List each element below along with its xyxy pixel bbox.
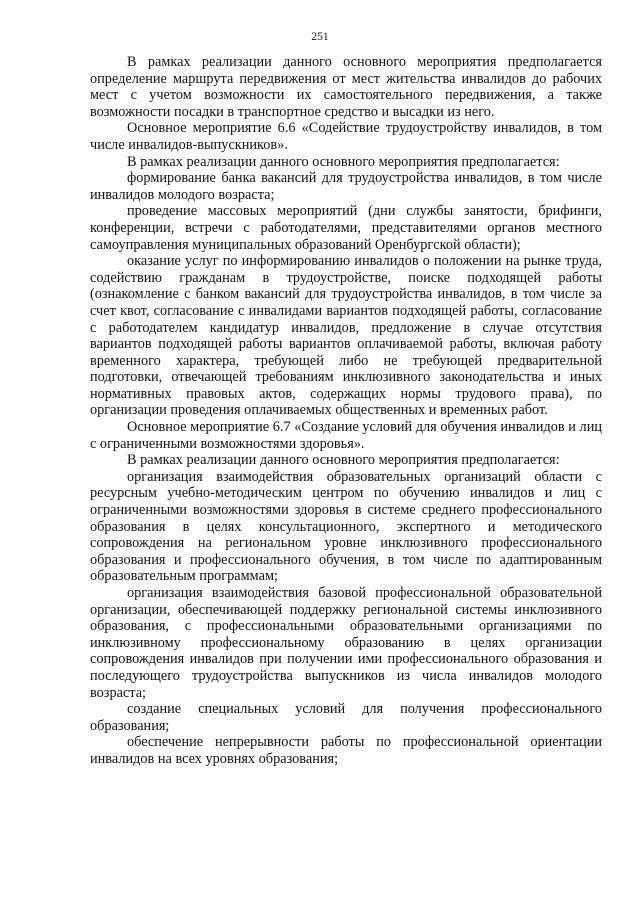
paragraph: оказание услуг по информированию инвалидов о положении на рынке труда, содействию гражданам в трудоустройстве, поиске подходящей работы (ознакомление с банком вакансий для трудоустройства инвалидов, в том числе за счет квот, согласование с инвалидами вариантов подходящей работы, согласование с работодателем кандидатур инвалидов, предложение в случае отсутствия вариантов подходящей работы вариантов оплачиваемой работы, включая работу временного характера, требующей либо не требующей предварительной подготовки, отвечающей требованиям инклюзивного законодательства и иных нормативных правовых актов, содержащих нормы трудового права), по организации проведения оплачиваемых общественных и временных работ. [90,253,602,419]
paragraph: создание специальных условий для получения профессионального образования; [90,701,602,734]
paragraph: организация взаимодействия базовой профессиональной образовательной организации, обеспечивающей поддержку региональной системы инклюзивного образования, с профессиональными образовательными организациями по инклюзивному профессиональному образованию в целях организации сопровождения инвалидов при получении ими профессионального образования и последующего трудоустройства выпускников из числа инвалидов молодого возраста; [90,585,602,701]
paragraph: В рамках реализации данного основного мероприятия предполагается: [127,153,560,170]
paragraph: В рамках реализации данного основного мероприятия предполагается определение маршрута передвижения от мест жительства инвалидов до рабочих мест с учетом возможности их самостоятельного передвижения, а также возможности посадки в транспортное средство и высадки из него. [90,54,602,120]
page-number: 251 [311,31,329,43]
paragraph: формирование банка вакансий для трудоустройства инвалидов, в том числе инвалидов молодого возраста; [90,170,602,203]
page-body [90,54,602,768]
paragraph: проведение массовых мероприятий (дни службы занятости, брифинги, конференции, встречи с работодателями, представителями органов местного самоуправления муниципальных образований Оренбургской области); [90,203,602,253]
paragraph: В рамках реализации данного основного мероприятия предполагается: [127,452,560,469]
paragraph: Основное мероприятие 6.6 «Содействие трудоустройству инвалидов, в том числе инвалидов-выпускников». [90,120,602,153]
paragraph: организация взаимодействия образовательных организаций области с ресурсным учебно-методическим центром по обучению инвалидов и лиц с ограниченными возможностями здоровья в системе среднего профессионального образования в целях консультационного, экспертного и методического сопровождения на региональном уровне инклюзивного профессионального образования и профессионального обучения, в том числе по адаптированным образовательным программам; [90,468,602,585]
paragraph: Основное мероприятие 6.7 «Создание условий для обучения инвалидов и лиц с ограниченными возможностями здоровья». [90,419,602,452]
paragraph: обеспечение непрерывности работы по профессиональной ориентации инвалидов на всех уровнях образования; [90,734,602,767]
